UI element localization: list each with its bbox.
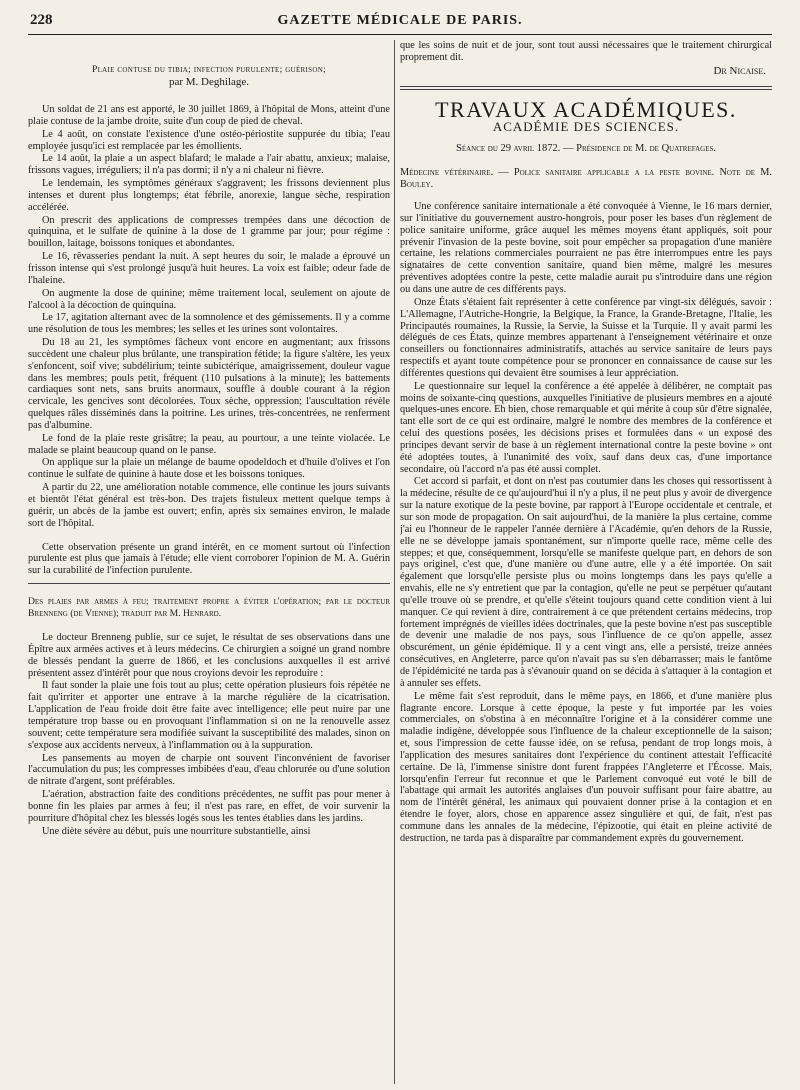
article-title-text: Médecine vétérinaire. — Police sanitaire applicable a la peste bovine. Note de M. Bouley.: [400, 167, 772, 191]
paragraph: Un soldat de 21 ans est apporté, le 30 juillet 1869, à l'hôpital de Mons, atteint d'une plaie contuse de la jambe droite, suite d'un coup de pied de cheval.: [28, 104, 390, 127]
paragraph: Le 16, rêvasseries pendant la nuit. A sept heures du soir, le malade a éprouvé un frisson intense qui s'est prolongé jusqu'à huit heures. La voix est faible; odeur fade de l'haleine.: [28, 251, 390, 286]
paragraph: On applique sur la plaie un mélange de baume opodeldoch et d'huile d'olives et l'on continue le sulfate de quinine à haute dose et les boissons toniques.: [28, 457, 390, 481]
paragraph: Le docteur Brenneng publie, sur ce sujet, le résultat de ses observations dans une Épître aux armées actives et à leurs médecins. Ce chirurgien a soigné un grand nombre de blessés pendant la guerre de 1866, et les conclusions auxquelles il est arrivé présentent assez d'intérêt pour que nous croyions devoir les reproduire :: [28, 632, 390, 679]
right-column: [400, 40, 772, 1084]
paragraph: On prescrit des applications de compresses trempées dans une décoction de quinquina, et le sulfate de quinine à la dose de 1 gramme par jour; pour régime : bouillon, laitage, boissons toniques et abondantes.: [28, 214, 390, 250]
paragraph: Le lendemain, les symptômes généraux s'aggravent; les frissons deviennent plus intenses et durent plus longtemps; état fébrile, anorexie, langue sèche, respiration accélérée.: [28, 178, 390, 213]
article-title: Des plaies par armes à feu; traitement propre a éviter l'opération; par le docteur Brenneng (de Vienne); traduit par M. Henrard.: [28, 596, 390, 620]
page-header: [28, 10, 772, 35]
paragraph: Du 18 au 21, les symptômes fâcheux vont encore en augmentant; aux frissons succèdent une chaleur plus brûlante, une transpiration fétide; la figure s'altère, les yeux s'enfoncent, soif vive; subdélirium; teinte subictérique, amaigrissement, douleur vague dans les membres; pouls petit, fréquent (110 pulsations à la minute); les battements cardiaques sont nets, sans bruits anormaux, souffle à double courant à la région cervicale, les gencives sont décolorées. Toux sèche, oppression; l'auscultation révèle quelques râles disséminés dans la poitrine. Les urines, très-concentrées, ne renferment pas d'albumine.: [28, 337, 390, 431]
paragraph: Il faut sonder la plaie une fois tout au plus; cette opération plusieurs fois répétée ne fait qu'irriter et apporter une entrave à la marche régulière de la cicatrisation. L'application de l'eau froide doit être faite avec intelligence; elle peut nuire par une température trop basse ou en provoquant l'inflammation si on ne la renouvelle assez souvent; cette température sera modifiée suivant la susceptibilité des malades, sinon on s'expose aux accidents nerveux, à l'inflammation ou à la suppuration.: [28, 680, 390, 751]
paragraph: Le fond de la plaie reste grisâtre; la peau, au pourtour, a une teinte violacée. Le malade se plaint beaucoup quand on le panse.: [28, 432, 390, 456]
column-divider: [394, 40, 395, 1084]
section-title: TRAVAUX ACADÉMIQUES.: [435, 96, 737, 122]
article-author: par M. Deghilage.: [168, 76, 250, 88]
paragraph: Le même fait s'est reproduit, dans le même pays, en 1866, et d'une manière plus flagrante encore. Lorsque à cette époque, la peste y fut importée par les voies commerciales, on s'obstina à en méconnaître l'origine et à la considérer comme une maladie indigène, développée sous l'influence de la chaleur exceptionnelle de la saison; et, sous l'impression de cette fausse idée, on se refusa, pendant de trop longs mois, à l'application des mesures sanitaires dont l'expérience du continent attestait l'efficacité certaine. De là, l'immense sinistre dont furent frappées l'Angleterre et l'Écosse. Mais, lorsqu'enfin l'erreur fut reconnue et que le Parlement convoqué eut voté le bill de l'abattage qui armait les autorités anglaises d'un pouvoir suffisant pour faire abattre, au nom de l'intérêt général, les animaux qui pouvaient donner prise à la contagion et en étendre le foyer, alors, chose en apparence assez singulière et qui, de fait, n'est pas commune dans les annales de la médecine, l'épizootie, qui était en pleine activité de destruction, ne tarda pas à disparaître par commandement exprès du gouvernement.: [400, 690, 772, 844]
paragraph: A partir du 22, une amélioration notable commence, elle continue les jours suivants et bientôt l'état général est très-bon. Des trajets fistuleux mettent quelque temps à guérir, un abcès de la jambe est ouvert; enfin, après six semaines environ, le malade sort de l'hôpital.: [28, 482, 390, 529]
signature: Dr Nicaise.: [713, 64, 766, 77]
left-column: [28, 40, 390, 1084]
paragraph: Une diète sévère au début, puis une nourriture substantielle, ainsi: [42, 825, 311, 837]
paragraph: L'aération, abstraction faite des conditions précédentes, ne suffit pas pour mener à bonne fin les plaies par armes à feu; il n'est pas rare, en effet, de voir survenir la pourriture d'hôpital chez les blessés logés sous les tentes établies dans les jardins.: [28, 789, 390, 824]
section-separator: [400, 86, 772, 90]
paragraph: Les pansements au moyen de charpie ont souvent l'inconvénient de favoriser l'accumulation du pus; les compresses imbibées d'eau, d'eau chlorurée ou d'une solution de nitrate d'argent, sont préférables.: [28, 752, 390, 788]
journal-title: GAZETTE MÉDICALE DE PARIS.: [277, 13, 523, 28]
article-title: [400, 167, 772, 191]
paragraph: Cette observation présente un grand intérêt, en ce moment surtout où l'infection purulente est plus que jamais à l'étude; elle vient corroborer l'opinion de M. A. Guérin sur la curabilité de l'infection purulente.: [28, 541, 390, 577]
article-title-text: Plaie contuse du tibia; infection purulente; guérison;: [91, 64, 327, 75]
page-number: 228: [30, 12, 53, 28]
article-title: [36, 64, 382, 88]
paragraph: Cet accord si parfait, et dont on n'est pas coutumier dans les choses qui ressortissent à la médecine, résulte de ce qu'aujourd'hui il n'y a plus, il ne peut plus y avoir de divergence sur la nature exotique de la peste bovine, par rapport à l'Europe occidentale et centrale, et sur son mode de propagation. On sait aujourd'hui, de la manière la plus certaine, comme j'ai eu l'honneur de le rappeler l'année dernière à l'Académie, qu'en dehors de la Russie, elle ne se développe jamais spontanément, sur n'importe quelle race, même celle des steppes; et que, conséquemment, lorsqu'elle se manifeste quelque part, en dehors de son pays originel, c'est que, d'une manière ou d'une autre, elle y a été importée. On sait également que lorsqu'elle persiste plus ou moins longtemps dans les pays qu'elle a envahis, elle ne s'y entretient que par la contagion, qu'elle ne peut se perpétuer qu'autant qu'elle trouve où se prendre, et qu'elle s'éteint toujours quand cette condition vient à lui manquer. Ce qui revient à dire, contrairement à ce que prétendent certains médecins, trop fortement imprégnés de vieilles idées doctrinales, que la peste bovine n'est pas susceptible de devenir une maladie de nos pays, sous l'influence de ce qu'on appelle, assez obscurément, un génie épidémique. Il y a cent vingt ans, elle a persisté, treize années consécutives, en Angleterre, parce qu'on n'avait pas su s'en débarrasser; mais le fantôme de l'épidémicité ne tarda pas à s'évanouir quand on se décida à s'attaquer à la contagion et à annuler ses effets.: [400, 476, 772, 689]
section-subtitle: ACADÉMIE DES SCIENCES.: [492, 119, 680, 135]
paragraph: Le questionnaire sur lequel la conférence a été appelée à délibérer, ne comptait pas moins de soixante-cinq questions, auxquelles l'initiative de plusieurs membres en a ajouté quelques-unes encore. Eh bien, chose remarquable et qui mérite à coup sûr d'être signalée, tant elle sort de ce qui est ordinaire, malgré le nombre des membres de la conférence et celui des questions posées, les décisions prises et formulées dans « un exposé des principes devant servir de base à un règlement international contre la peste bovine » ont été adoptées toutes, à l'unanimité des voix, sauf dans deux cas, d'une importance secondaire, où l'accord n'a pas été aussi complet.: [400, 380, 772, 475]
paragraph: Le 14 août, la plaie a un aspect blafard; le malade a l'air abattu, anxieux; malaise, frissons vagues, irréguliers; il n'a pas dormi; il n'y a ni chaleur ni fièvre.: [28, 153, 390, 177]
article-separator: [28, 583, 390, 584]
session-text: Séance du 29 avril 1872. — Présidence de M. de Quatrefages.: [455, 143, 717, 155]
paragraph: Une conférence sanitaire internationale a été convoquée à Vienne, le 16 mars dernier, sur l'initiative du gouvernement austro-hongrois, pour poser les bases d'un règlement de police sanitaire uniforme, grâce auquel les mêmes moyens étant appliqués, soit pour prévenir l'invasion de la peste bovine, soit pour empêcher sa propagation d'une manière certaine, les relations commerciales pourraient ne pas être interrompues entre les pays signataires de cette convention sanitaire, quand bien même, malgré les mesures préventives adoptées contre la peste, cette maladie aurait pu s'introduire dans une région ou dans une autre de ces différents pays.: [400, 201, 772, 295]
paragraph: Le 17, agitation alternant avec de la somnolence et des gémissements. Il y a comme une résolution de tous les membres; les selles et les urines sont volontaires.: [28, 312, 390, 336]
paragraph: que les soins de nuit et de jour, sont tout aussi nécessaires que le traitement chirurgical proprement dit.: [400, 40, 772, 63]
paragraph: On augmente la dose de quinine; même traitement local, seulement on ajoute de l'alcool à la décoction de quinquina.: [28, 287, 390, 311]
paragraph: Le 4 août, on constate l'existence d'une ostéo-périostite suppurée du tibia; l'eau employée jusqu'ici est remplacée par les émollients.: [28, 128, 390, 152]
session-line: [400, 143, 772, 155]
paragraph: Onze États s'étaient fait représenter à cette conférence par vingt-six délégués, savoir : L'Allemagne, l'Autriche-Hongrie, la Belgique, la France, la Grande-Bretagne, l'Italie, les Principautés roumaines, la Russie, la Servie, la Suisse et la Turquie. Il y avait parmi les délégués de ces États, quinze membres appartenant à l'enseignement vétérinaire et onze conseillers ou fonctionnaires administratifs, attachés au service sanitaire de leurs pays respectifs et ayant toute compétence pour se prononcer en connaissance de cause sur les différentes questions qui devaient être soumises à leur appréciation.: [400, 296, 772, 379]
